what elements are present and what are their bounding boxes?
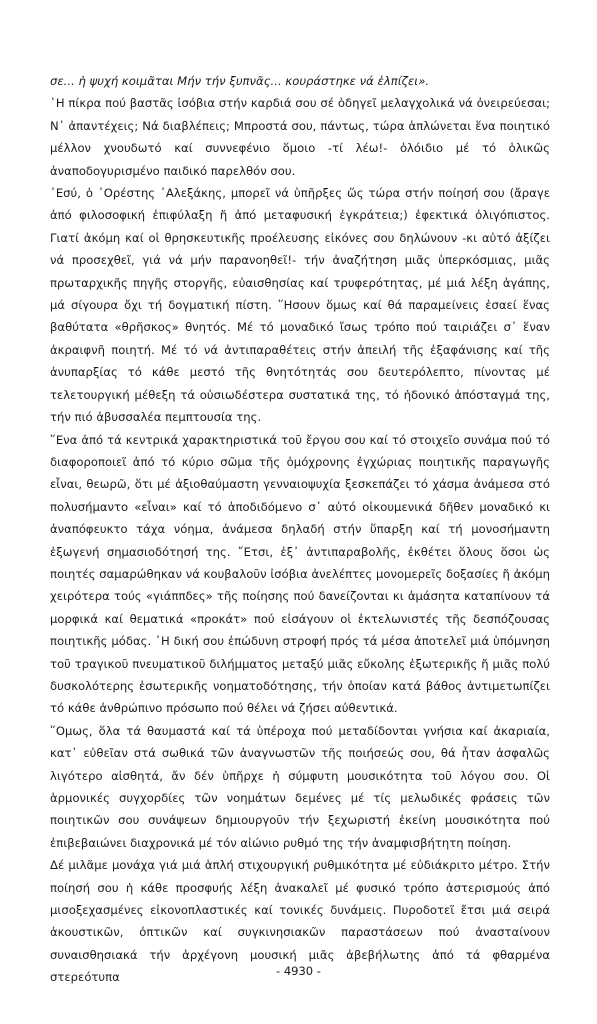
body-text (50, 70, 550, 989)
page-number: - 4930 - (276, 964, 321, 978)
paragraph-3: ᾿Εσύ, ὁ ᾿Ορέστης ᾿Αλεξάκης, μπορεῖ νά ὑπῆρξες ὥς τώρα στήν ποίησή σου (ἄραγε ἀπό φιλοσοφική ἐπιφύλαξη ἤ ἀπό μεταφυσική ἐγκράτεια;) ἐφεκτικά ὀλιγόπιστος. Γιατί ἀκόμη καί οἱ θρησκευτικῆς προέλευσης εἰκόνες σου δηλώνουν -κι αὐτό ἀξίζει νά προσεχθεῖ, γιά νά μήν παρανοηθεῖ!- τήν ἀναζήτηση μιᾶς ὑπερκόσμιας, μιᾶς πρωταρχικῆς πηγῆς στοργῆς, εὐαισθησίας καί τρυφερότητας, μέ μιά λέξη ἀγάπης, μά σίγουρα ὄχι τή δογματική πίστη. ῞Ησουν ὅμως καί θά παραμείνεις ἐσαεί ἕνας βαθύτατα «θρῆσκος» θνητός. Μέ τό μοναδικό ἴσως τρόπο πού ταιριάζει σ᾿ ἕναν ἀκραιφνῆ ποιητή. Μέ τό νά ἀντιπαραθέτεις στήν ἀπειλή τῆς ἐξαφάνισης καί τῆς ἀνυπαρξίας τό κάθε μεστό τῆς θνητότητάς σου δευτερόλεπτο, πίνοντας μέ τελετουργική μέθεξη τά οὐσιωδέστερα συστατικά της, τό ἡδονικό ἀπόσταγμά της, τήν πιό ἀβυσσαλέα πεμπτουσία της. (50, 186, 550, 425)
paragraph-6: Δέ μιλᾶμε μονάχα γιά μιά ἁπλή στιχουργική ρυθμικότητα μέ εὐδιάκριτο μέτρο. Στήν ποίησή σου ἡ κάθε προσφυής λέξη ἀνακαλεῖ μέ φυσικό τρόπο ἀστερισμούς ἀπό μισοξεχασμένες εἰκονοπλαστικές καί τονικές δυνάμεις. Πυροδοτεῖ ἔτσι μιά σειρά ἀκουστικῶν, ὀπτικῶν καί συγκινησιακῶν παραστάσεων πού ἀνασταίνουν συναισθησιακά τήν ἀρχέγονη μουσική μιᾶς ἀβεβήλωτης ἀπό τά φθαρμένα στερεότυπα (50, 858, 550, 985)
paragraph-5: ῞Ομως, ὅλα τά θαυμαστά καί τά ὑπέροχα πού μεταδίδονται γνήσια καί ἀκαριαία, κατ᾿ εὐθεῖαν στά σωθικά τῶν ἀναγνωστῶν τῆς ποιήσεώς σου, θά ἦταν ἀσφαλῶς λιγότερο αἰσθητά, ἄν δέν ὑπῆρχε ἡ σύμφυτη μουσικότητα τοῦ λόγου σου. Οἱ ἁρμονικές συγχορδίες τῶν νοημάτων δεμένες μέ τίς μελωδικές φράσεις τῶν ποιητικῶν σου συνάψεων δημιουργοῦν τήν ξεχωριστή ἐκείνη μουσικότητα πού ἐπιβεβαιώνει διαχρονικά μέ τόν αἰώνιο ρυθμό της τήν ἀναμφισβήτητη ποίηση. (50, 723, 550, 850)
paragraph-2: ῾Η πίκρα πού βαστᾶς ἰσόβια στήν καρδιά σου σέ ὁδηγεῖ μελαγχολικά νά ὀνειρεύεσαι; Ν᾿ ἀπαντέχεις; Νά διαβλέπεις; Μπροστά σου, πάντως, τώρα ἁπλώνεται ἕνα ποιητικό μέλλον χνουδωτό καί συννεφένιο ὅμοιο -τί λέω!- ὁλόιδιο μέ τό ὁλικῶς ἀναποδογυρισμένο παιδικό παρελθόν σου. (50, 96, 550, 178)
paragraph-4: ῞Ενα ἀπό τά κεντρικά χαρακτηριστικά τοῦ ἔργου σου καί τό στοιχεῖο συνάμα πού τό διαφοροποιεῖ ἀπό τό κύριο σῶμα τῆς ὁμόχρονης ἐγχώριας ποιητικῆς παραγωγῆς εἶναι, θεωρῶ, ὅτι μέ ἀξιοθαύμαστη γενναιοψυχία ξεσκεπάζει τό χάσμα ἀνάμεσα στό πολυσήμαντο «εἶναι» καί τό ἀποδιδόμενο σ᾿ αὐτό οἰκουμενικά δῆθεν μοναδικό κι ἀναπόφευκτο τάχα νόημα, ἀνάμεσα δηλαδή στήν ὕπαρξη καί τή μονοσήμαντη ἐξωγενή σημασιοδότησή της. ῎Ετσι, ἐξ᾿ ἀντιπαραβολῆς, ἐκθέτει ὅλους ὅσοι ὡς ποιητές σαμαρώθηκαν νά κουβαλοῦν ἰσόβια ἀνελέπτες μονομερεῖς δοξασίες ἤ ἀκόμη χειρότερα τούς «γιάππδες» τῆς ποίησης πού δανείζονται κι ἀμάσητα καταπίνουν τά μορφικά καί θεματικά «προκάτ» πού εἰσάγουν οἱ ἐκτελωνιστές τῆς δεσπόζουσας ποιητικῆς μόδας. ῾Η δική σου ἐπώδυνη στροφή πρός τά μέσα ἀποτελεῖ μιά ὑπόμνηση τοῦ τραγικοῦ πνευματικοῦ διλήμματος μεταξύ μιᾶς εὔκολης ἐξωτερικῆς ἤ μιᾶς πολύ δυσκολότερης ἐσωτερικῆς νοηματοδότησης, τήν ὁποίαν κατά βάθος ἀντιμετωπίζει τό κάθε ἀνθρώπινο πρόσωπο πού θέλει νά ζήσει αὐθεντικά. (50, 432, 550, 716)
paragraph-1: σε... ἡ ψυχή κοιμᾶται Μήν τήν ξυπνᾶς... κουράστηκε νά ἐλπίζει». (50, 74, 430, 88)
